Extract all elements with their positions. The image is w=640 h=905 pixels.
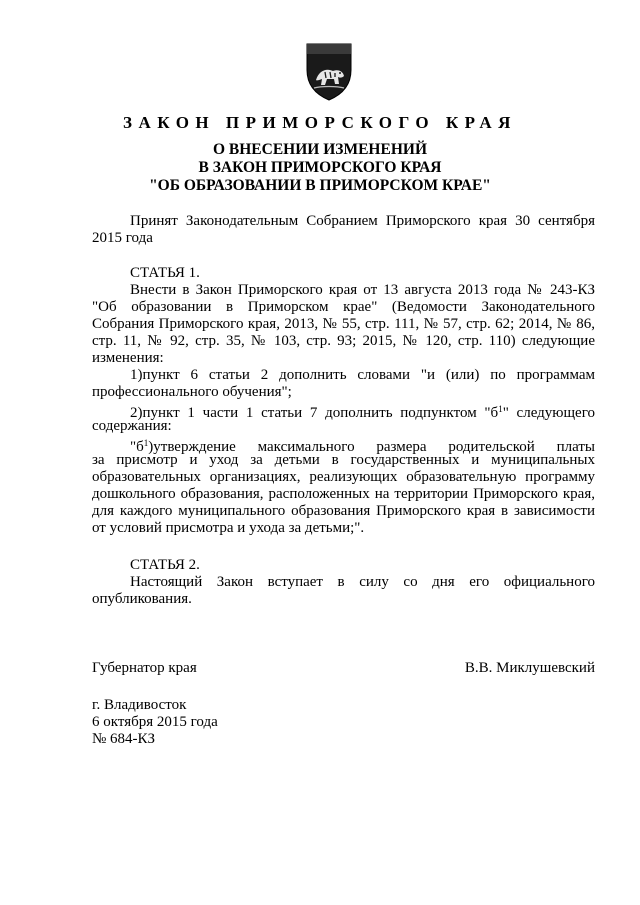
coat-of-arms-icon	[303, 40, 355, 102]
subtitle-line: В ЗАКОН ПРИМОРСКОГО КРАЯ	[198, 159, 442, 176]
quoted-text-line: дошкольного образования, расположенных на территории Приморского края,	[92, 486, 595, 502]
article-1-heading: СТАТЬЯ 1.	[130, 265, 200, 281]
quote-text: "б	[130, 439, 144, 455]
document-footer	[92, 697, 595, 748]
article-1-text-line: Внести в Закон Приморского края от 13 августа 2013 года № 243-КЗ	[130, 282, 595, 298]
adoption-line: Принят Законодательным Собранием Приморского края 30 сентября	[130, 213, 595, 229]
signatory-name: В.В. Миклушевский	[464, 660, 595, 676]
signature-row	[92, 660, 595, 677]
amendment-item-2-line: содержания:	[92, 418, 172, 434]
adoption-line: 2015 года	[92, 230, 153, 246]
amendment-item-1-line: 1)пункт 6 статьи 2 дополнить словами "и (или) по программам	[130, 367, 595, 383]
amendment-item-2-line	[92, 401, 595, 421]
footer-city: г. Владивосток	[92, 697, 187, 713]
subtitle-line: О ВНЕСЕНИИ ИЗМЕНЕНИЙ	[212, 141, 427, 158]
quoted-text-line: от условий присмотра и ухода за детьми;".	[92, 520, 365, 536]
law-title: ЗАКОН ПРИМОРСКОГО КРАЯ	[123, 113, 517, 132]
superscript: 1	[143, 438, 149, 448]
footer-number: № 684-КЗ	[92, 731, 156, 747]
article-1-text-line: стр. 11, № 92, стр. 35, № 103, стр. 93; 2015, № 120, стр. 110) следующие	[92, 333, 595, 349]
quote-text: )утверждение максимального размера родительской платы	[148, 439, 595, 455]
article-1-text-line: "Об образовании в Приморском крае" (Ведомости Законодательного	[92, 299, 595, 315]
article-1-text-line: Собрания Приморского края, 2013, № 55, стр. 111, № 57, стр. 62; 2014, № 86,	[92, 316, 595, 332]
amendment-item-1-line: профессионального обучения";	[92, 384, 292, 400]
article-2-heading: СТАТЬЯ 2.	[130, 557, 200, 573]
item-2-text: 2)пункт 1 части 1 статьи 7 дополнить подпунктом "б	[130, 405, 499, 421]
signatory-position: Губернатор края	[92, 660, 197, 676]
article-1	[92, 265, 595, 537]
article-2-text-line: Настоящий Закон вступает в силу со дня его официального	[130, 574, 595, 590]
footer-date: 6 октября 2015 года	[92, 714, 218, 730]
law-subtitle	[0, 141, 640, 195]
quoted-text-line	[92, 435, 595, 455]
quoted-text-line: за присмотр и уход за детьми в государственных и муниципальных	[92, 452, 595, 468]
quoted-text-line: образовательных организациях, реализующих образовательную программу	[92, 469, 595, 485]
adoption-paragraph	[92, 213, 595, 247]
article-2-text-line: опубликования.	[92, 591, 192, 607]
article-2	[92, 557, 595, 608]
quoted-text-line: для каждого муниципального образования Приморского края в зависимости	[92, 503, 595, 519]
superscript: 1	[498, 404, 503, 414]
item-2-text: " следующего	[502, 405, 595, 421]
subtitle-line: "ОБ ОБРАЗОВАНИИ В ПРИМОРСКОМ КРАЕ"	[149, 177, 491, 194]
article-1-text-line: изменения:	[92, 350, 164, 366]
